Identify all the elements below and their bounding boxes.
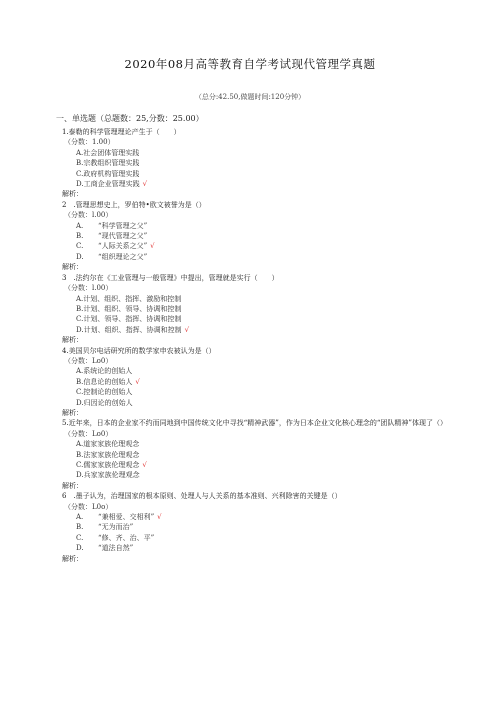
option-text: “修、齐、治、平” <box>98 533 155 542</box>
analysis-label: 解析： <box>62 554 83 563</box>
option-letter: C. <box>76 533 84 542</box>
correct-check-icon: √ <box>157 513 162 522</box>
option-letter: D. <box>76 544 84 553</box>
option-text: “道法自然” <box>98 544 134 553</box>
option-text: “科学管理之父” <box>98 221 148 230</box>
option-text: “人际关系之父” <box>98 242 148 251</box>
option-1 <box>62 221 462 231</box>
option-text: “组织理论之父” <box>98 252 148 261</box>
option-text: B.法家家族伦理观念 <box>76 450 140 459</box>
question-stem: 5.近年来，日本的企业家不约而同地到中国传统文化中寻找“精神武器”，作为日本企业文化核心理念的“团队精神”体现了（） <box>62 419 447 428</box>
option-4 <box>62 398 462 408</box>
option-3 <box>62 460 462 470</box>
correct-check-icon: √ <box>150 242 155 251</box>
option-3 <box>62 241 462 251</box>
option-3 <box>62 533 462 543</box>
option-text: C.控制论的创始人 <box>76 388 133 397</box>
option-3 <box>62 169 462 179</box>
option-text: “无为而治” <box>98 523 134 532</box>
option-text: D.兵家家族伦理观念 <box>76 471 140 480</box>
option-text: D.归因论的创始人 <box>76 398 133 407</box>
question-1 <box>62 127 462 200</box>
option-letter: B. <box>76 523 84 532</box>
option-2 <box>62 158 462 168</box>
option-text: “兼相爱、交相利” <box>98 513 155 522</box>
correct-check-icon: √ <box>142 461 147 469</box>
option-text: B.宗教组织管理实践 <box>76 159 140 168</box>
question-stem: 2 .管理思想史上，罗伯特•欧文被誉为是（） <box>62 200 206 209</box>
option-1 <box>62 148 462 158</box>
option-text: C.计划、领导、指挥、协调和控制 <box>76 315 182 324</box>
option-2 <box>62 450 462 460</box>
option-letter: C. <box>76 242 84 251</box>
question-score: （分数：Lo0） <box>64 356 113 365</box>
question-stem: 4.美国贝尔电话研究所的数学家申农被认为是（） <box>62 346 216 355</box>
option-3 <box>62 387 462 397</box>
option-text: C.儒家家族伦理观念 <box>76 461 140 469</box>
option-letter: A. <box>76 221 84 230</box>
option-1 <box>62 294 462 304</box>
question-score: （分数：l.00） <box>64 211 113 220</box>
option-4 <box>62 252 462 262</box>
option-2 <box>62 522 462 532</box>
option-1 <box>62 366 462 376</box>
option-4 <box>62 543 462 553</box>
question-score: （分数：Lo0） <box>64 429 113 438</box>
option-letter: D. <box>76 252 84 261</box>
option-letter: A. <box>76 513 84 522</box>
correct-check-icon: √ <box>184 325 190 334</box>
analysis-label: 解析： <box>62 408 83 417</box>
analysis-label: 解析： <box>62 481 83 490</box>
question-4 <box>62 346 462 419</box>
option-text: D.工商企业管理实践 <box>76 180 140 189</box>
analysis-label: 解析： <box>62 336 83 345</box>
option-2 <box>62 304 462 314</box>
option-4 <box>62 179 462 189</box>
option-2 <box>62 231 462 241</box>
question-score: （分数：1.00） <box>64 138 115 147</box>
option-text: C.政府机构管理实践 <box>76 169 140 178</box>
section-heading: 一、单选题（总题数：25,分数：25.00） <box>56 114 204 123</box>
question-score: （分数：l.00） <box>64 284 113 293</box>
question-stem: 1.泰勒的科学管理理论产生于（ ） <box>62 128 181 136</box>
option-2 <box>62 377 462 387</box>
question-stem: 3 .法约尔在《工业管理与一般管理》中提出，管理就是实行（ ） <box>62 273 279 282</box>
question-2 <box>62 200 462 273</box>
option-4 <box>62 470 462 480</box>
option-text: B.计划、组织、领导、协调和控制 <box>76 304 182 313</box>
question-6 <box>62 491 462 564</box>
option-1 <box>62 512 462 522</box>
analysis-label: 解析： <box>62 263 83 272</box>
page-title: 2020年08月高等教育自学考试现代管理学真题 <box>124 57 376 71</box>
option-text: B.信息论的创始人 <box>76 377 133 386</box>
option-letter: B. <box>76 232 84 241</box>
question-5 <box>62 418 462 491</box>
analysis-label: 解析： <box>62 190 83 199</box>
question-list <box>62 127 462 564</box>
option-4 <box>62 325 462 335</box>
option-3 <box>62 314 462 324</box>
option-text: A.社会团体管理实践 <box>76 148 140 157</box>
option-1 <box>62 439 462 449</box>
question-score: （分数：L0o） <box>64 502 113 511</box>
option-text: A.计划、组织、指挥、激励和控制 <box>76 294 182 303</box>
correct-check-icon: √ <box>142 180 148 189</box>
question-3 <box>62 273 462 346</box>
option-text: D.计划、组织、指挥、协调和控制 <box>76 325 182 334</box>
correct-check-icon: √ <box>135 377 140 386</box>
option-text: A.系统论的创始人 <box>76 367 133 376</box>
option-text: A.道家家族伦理观念 <box>76 440 140 449</box>
exam-meta: （总分:42.50,做题时间:120分钟） <box>194 93 306 101</box>
question-stem: 6 .墨子认为，治理国家的根本原则、处理人与人关系的基本准则、兴利除害的关键是（） <box>62 492 342 501</box>
option-text: “现代管理之父” <box>98 232 148 241</box>
